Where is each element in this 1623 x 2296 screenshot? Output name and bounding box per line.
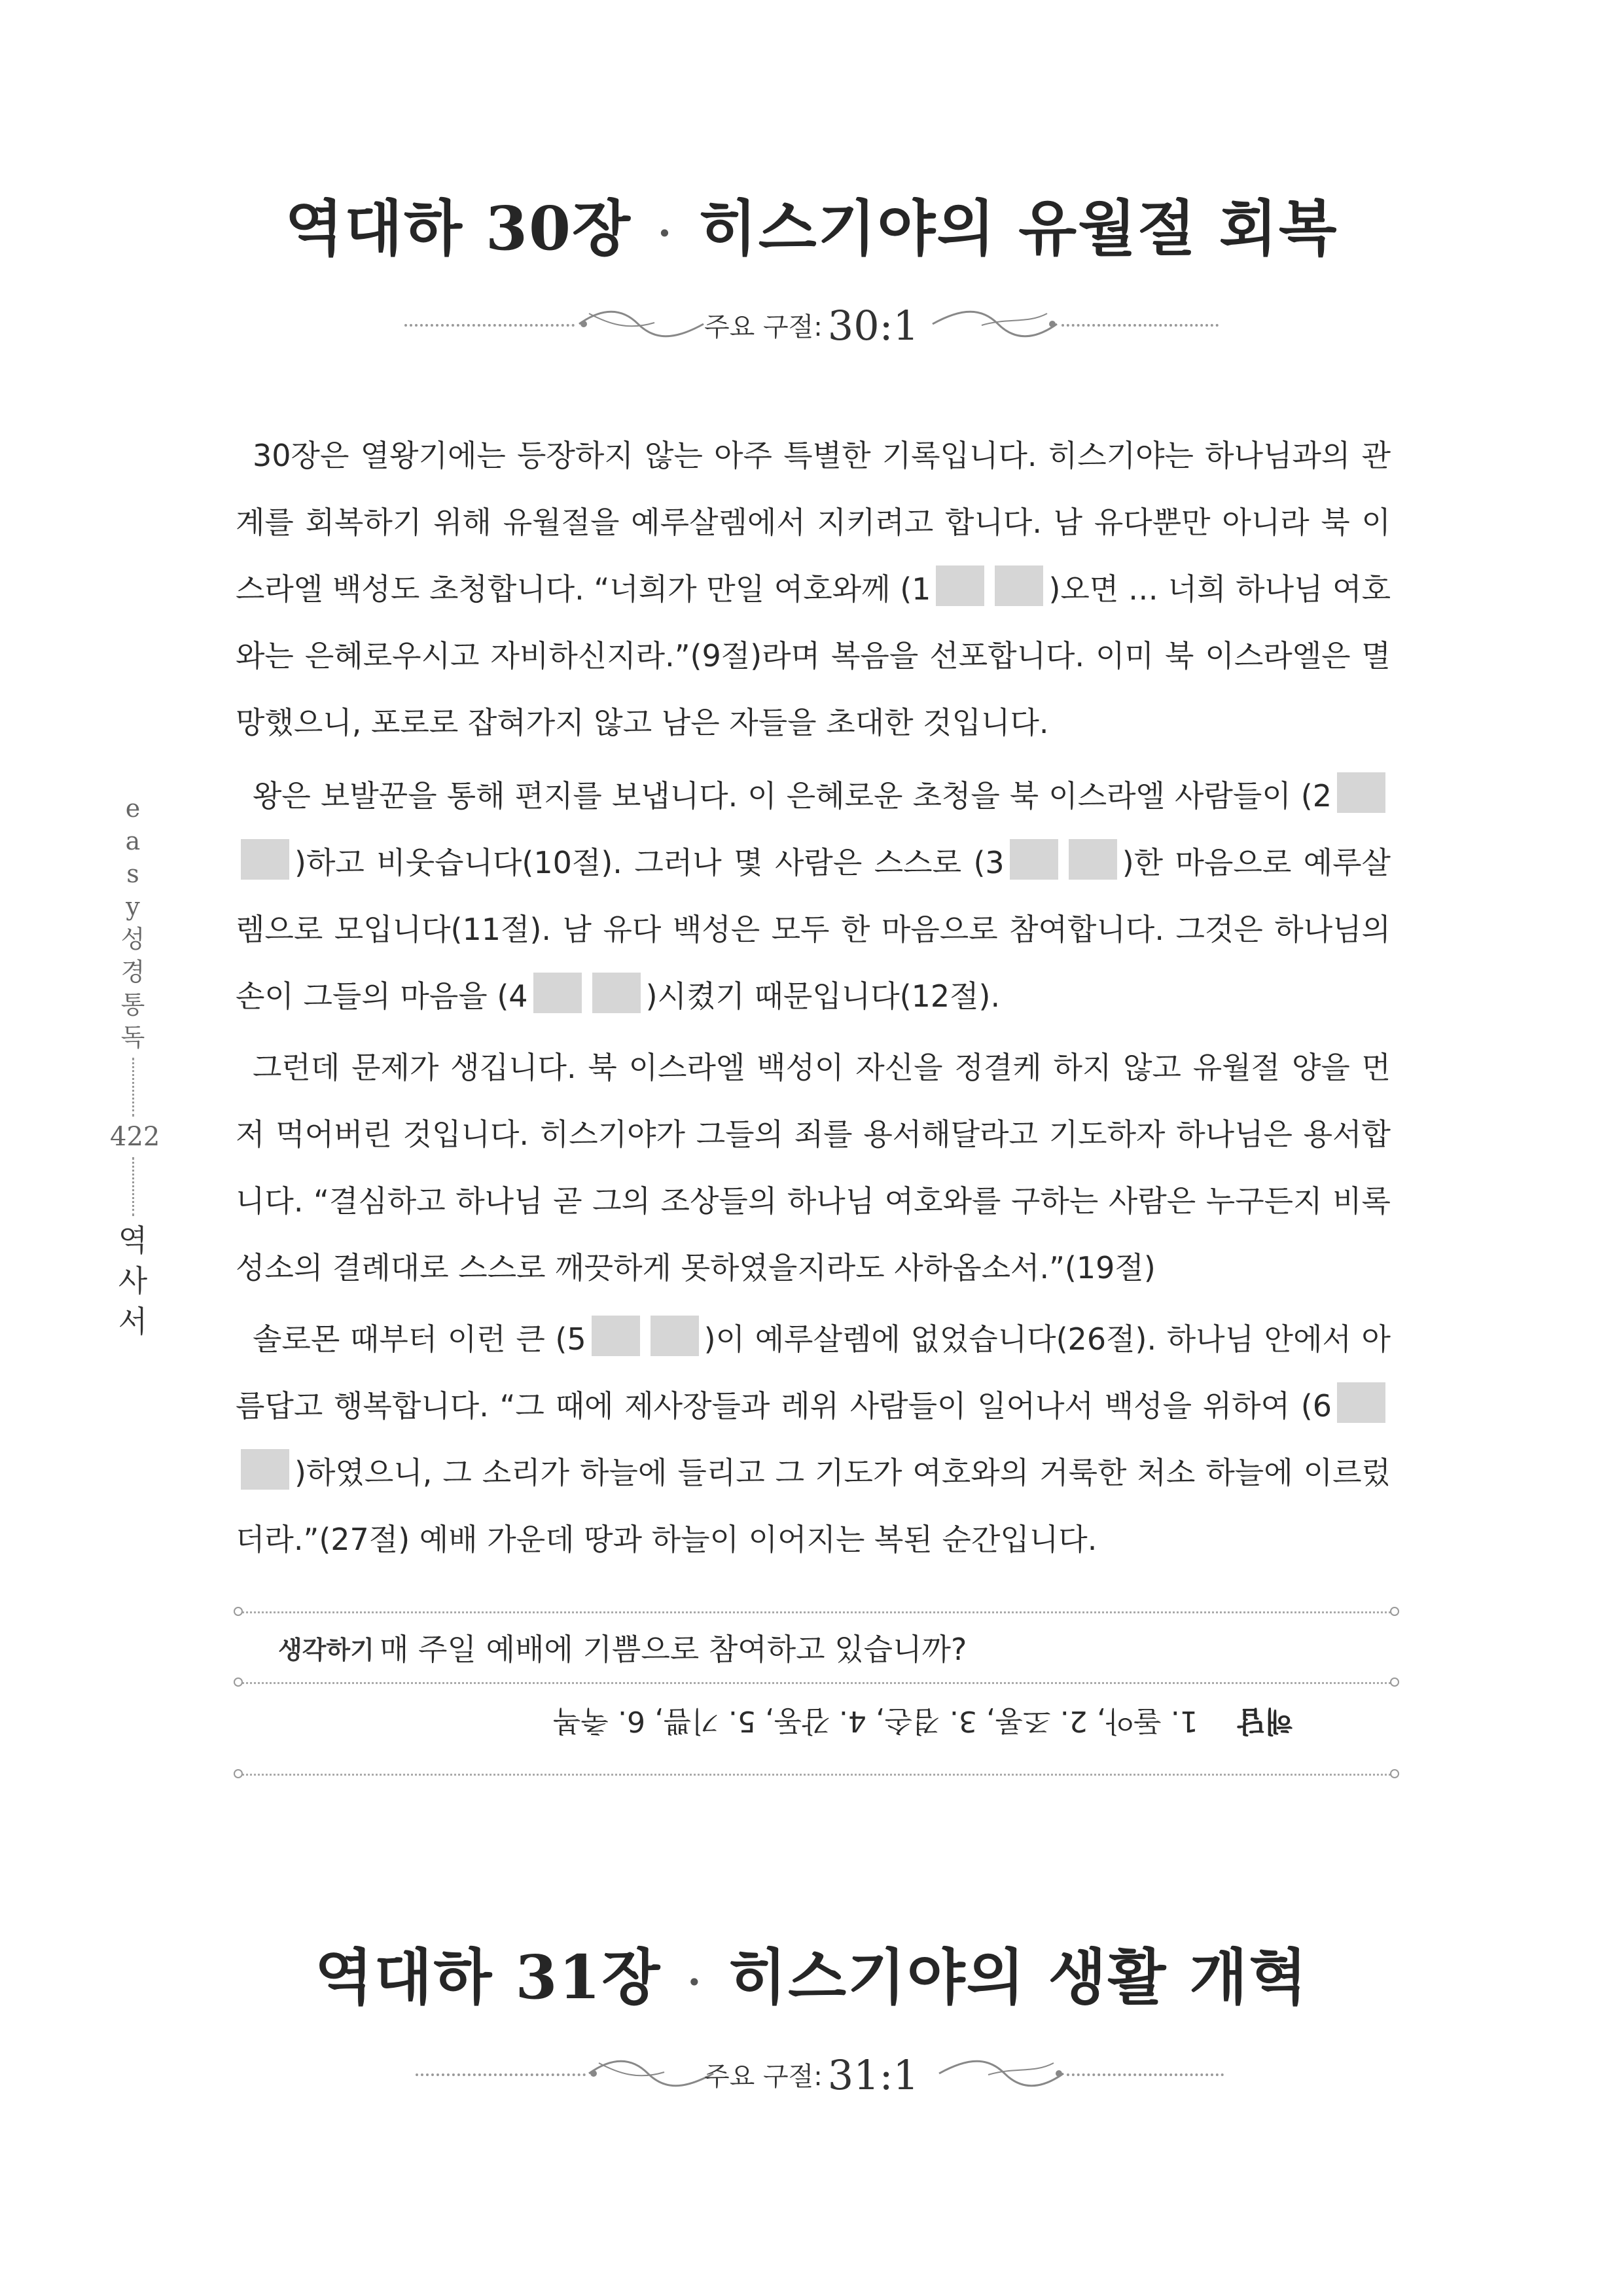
think-label: 생각하기 (278, 1636, 374, 1664)
answer-blank (1337, 772, 1385, 813)
section-name: 서 (118, 1304, 148, 1339)
paragraph-text: )하고 비웃습니다(10절). 그러나 몇 사람은 스스로 (3 (294, 845, 1005, 880)
think-box (239, 1605, 1394, 1782)
answer-blank (241, 1449, 289, 1490)
right-flourish-icon (936, 2054, 1067, 2093)
series-letter: y (126, 892, 140, 921)
answer-label: 해답 (1237, 1704, 1293, 1738)
answer-blank (241, 839, 289, 880)
rule-end-dot (234, 1769, 243, 1778)
rule-end-dot (234, 1607, 243, 1616)
right-dotted-rule (1061, 324, 1219, 327)
paragraph-2 (236, 762, 1391, 1030)
chapter-31-book: 역대하 31장 (314, 1942, 662, 2013)
dotted-rule (239, 1611, 1394, 1613)
series-korean: 통 (120, 990, 145, 1019)
answer-blank (651, 1316, 699, 1356)
title-separator: · (657, 211, 673, 257)
answer-key (553, 1703, 1338, 1745)
right-flourish-icon (929, 304, 1060, 344)
key-verse-label: 주요 구절: (704, 312, 823, 342)
rule-end-dot (234, 1677, 243, 1687)
paragraph-text: )한 마음으로 예루살렘으로 모입니다(11절). 남 유다 백성은 모두 한 마음으로 참여합니다. 그것은 하나님의 손이 그들의 마음을 (4 (236, 845, 1391, 1014)
sidebar-divider (132, 1157, 134, 1216)
paragraph-text: 30장은 열왕기에는 등장하지 않는 아주 특별한 기록입니다. 히스기야는 하나님과의 관계를 회복하기 위해 유월절을 예루살렘에서 지키려고 합니다. 남 유다뿐만 아니라 북 이스라엘 백성도 초청합니다. “너희가 만일 여호와께 (1 (236, 438, 1391, 607)
section-name: 사 (118, 1263, 148, 1299)
key-verse-ref: 31:1 (827, 2051, 919, 2099)
series-korean: 경 (120, 958, 145, 986)
running-head-sidebar (110, 792, 160, 1342)
think-question: 매 주일 예배에 기쁨으로 참여하고 있습니까? (380, 1632, 967, 1667)
chapter-31-title (0, 1929, 1623, 2016)
paragraph-text: )오면 … 너희 하나님 여호와는 은혜로우시고 자비하신지라.”(9절)라며 복음을 선포합니다. 이미 북 이스라엘은 멸망했으니, 포로로 잡혀가지 않고 남은 자들을 초대한 것입니다. (236, 571, 1391, 740)
series-korean: 성 (120, 925, 145, 954)
answer-blank (1069, 839, 1117, 880)
rule-end-dot (1390, 1677, 1399, 1687)
paragraph-4 (236, 1306, 1391, 1573)
chapter-30-title (0, 181, 1623, 267)
right-dotted-rule (1067, 2073, 1224, 2076)
paragraph-text: 그런데 문제가 생깁니다. 북 이스라엘 백성이 자신을 정결케 하지 않고 유월절 양을 먼저 먹어버린 것입니다. 히스기야가 그들의 죄를 용서해달라고 기도하자 하나님은 용서합니다. “결심하고 하나님 곧 그의 조상들의 하나님 여호와를 구하는 사람은 누구든지 비록 성소의 결례대로 스스로 깨끗하게 못하였을지라도 사하옵소서.”(19절) (236, 1050, 1391, 1285)
answer-blank (1337, 1382, 1385, 1423)
paragraph-1 (236, 422, 1391, 756)
series-letter: a (125, 827, 141, 855)
key-verse-ref: 30:1 (827, 302, 919, 350)
section-name: 역 (118, 1223, 148, 1258)
paragraph-text: )시켰기 때문입니다(12절). (645, 978, 1001, 1014)
chapter-31-subtitle: 히스기야의 생활 개혁 (728, 1942, 1309, 2013)
answer-blank (592, 1316, 640, 1356)
chapter-30-key-verse (0, 298, 1623, 350)
series-letter: s (126, 859, 139, 888)
answer-blank (592, 973, 641, 1013)
paragraph-3 (236, 1034, 1391, 1301)
sidebar-divider (132, 1058, 134, 1117)
answer-text: 1. 돌아, 2. 조롱, 3. 겸손, 4. 감동, 5. 기쁨, 6. 축복 (553, 1704, 1198, 1738)
answer-blank (533, 973, 582, 1013)
title-separator: · (687, 1960, 703, 2006)
series-letter: e (125, 794, 141, 823)
page-number: 422 (110, 1122, 160, 1152)
paragraph-text: )하였으니, 그 소리가 하늘에 들리고 그 기도가 여호와의 거룩한 처소 하늘에 이르렀더라.”(27절) 예배 가운데 땅과 하늘이 이어지는 복된 순간입니다. (236, 1455, 1391, 1557)
rule-end-dot (1390, 1769, 1399, 1778)
answer-blank (995, 565, 1043, 606)
answer-blank (1010, 839, 1058, 880)
key-verse-text (0, 302, 1623, 350)
chapter-30-subtitle: 히스기야의 유월절 회복 (698, 193, 1338, 264)
paragraph-text: )이 예루살렘에 없었습니다(26절). 하나님 안에서 아름답고 행복합니다. “그 때에 제사장들과 레위 사람들이 일어나서 백성을 위하여 (6 (236, 1321, 1391, 1424)
paragraph-text: 솔로몬 때부터 이런 큰 (5 (253, 1321, 586, 1357)
chapter-30-book: 역대하 30장 (285, 193, 632, 264)
series-korean: 독 (120, 1023, 145, 1052)
dotted-rule (239, 1682, 1394, 1684)
dotted-rule (239, 1774, 1394, 1776)
answer-blank (936, 565, 984, 606)
key-verse-text (0, 2051, 1623, 2099)
chapter-31-key-verse (0, 2047, 1623, 2100)
paragraph-text: 왕은 보발꾼을 통해 편지를 보냅니다. 이 은혜로운 초청을 북 이스라엘 사람들이 (2 (253, 778, 1332, 814)
key-verse-label: 주요 구절: (704, 2062, 823, 2092)
rule-end-dot (1390, 1607, 1399, 1616)
